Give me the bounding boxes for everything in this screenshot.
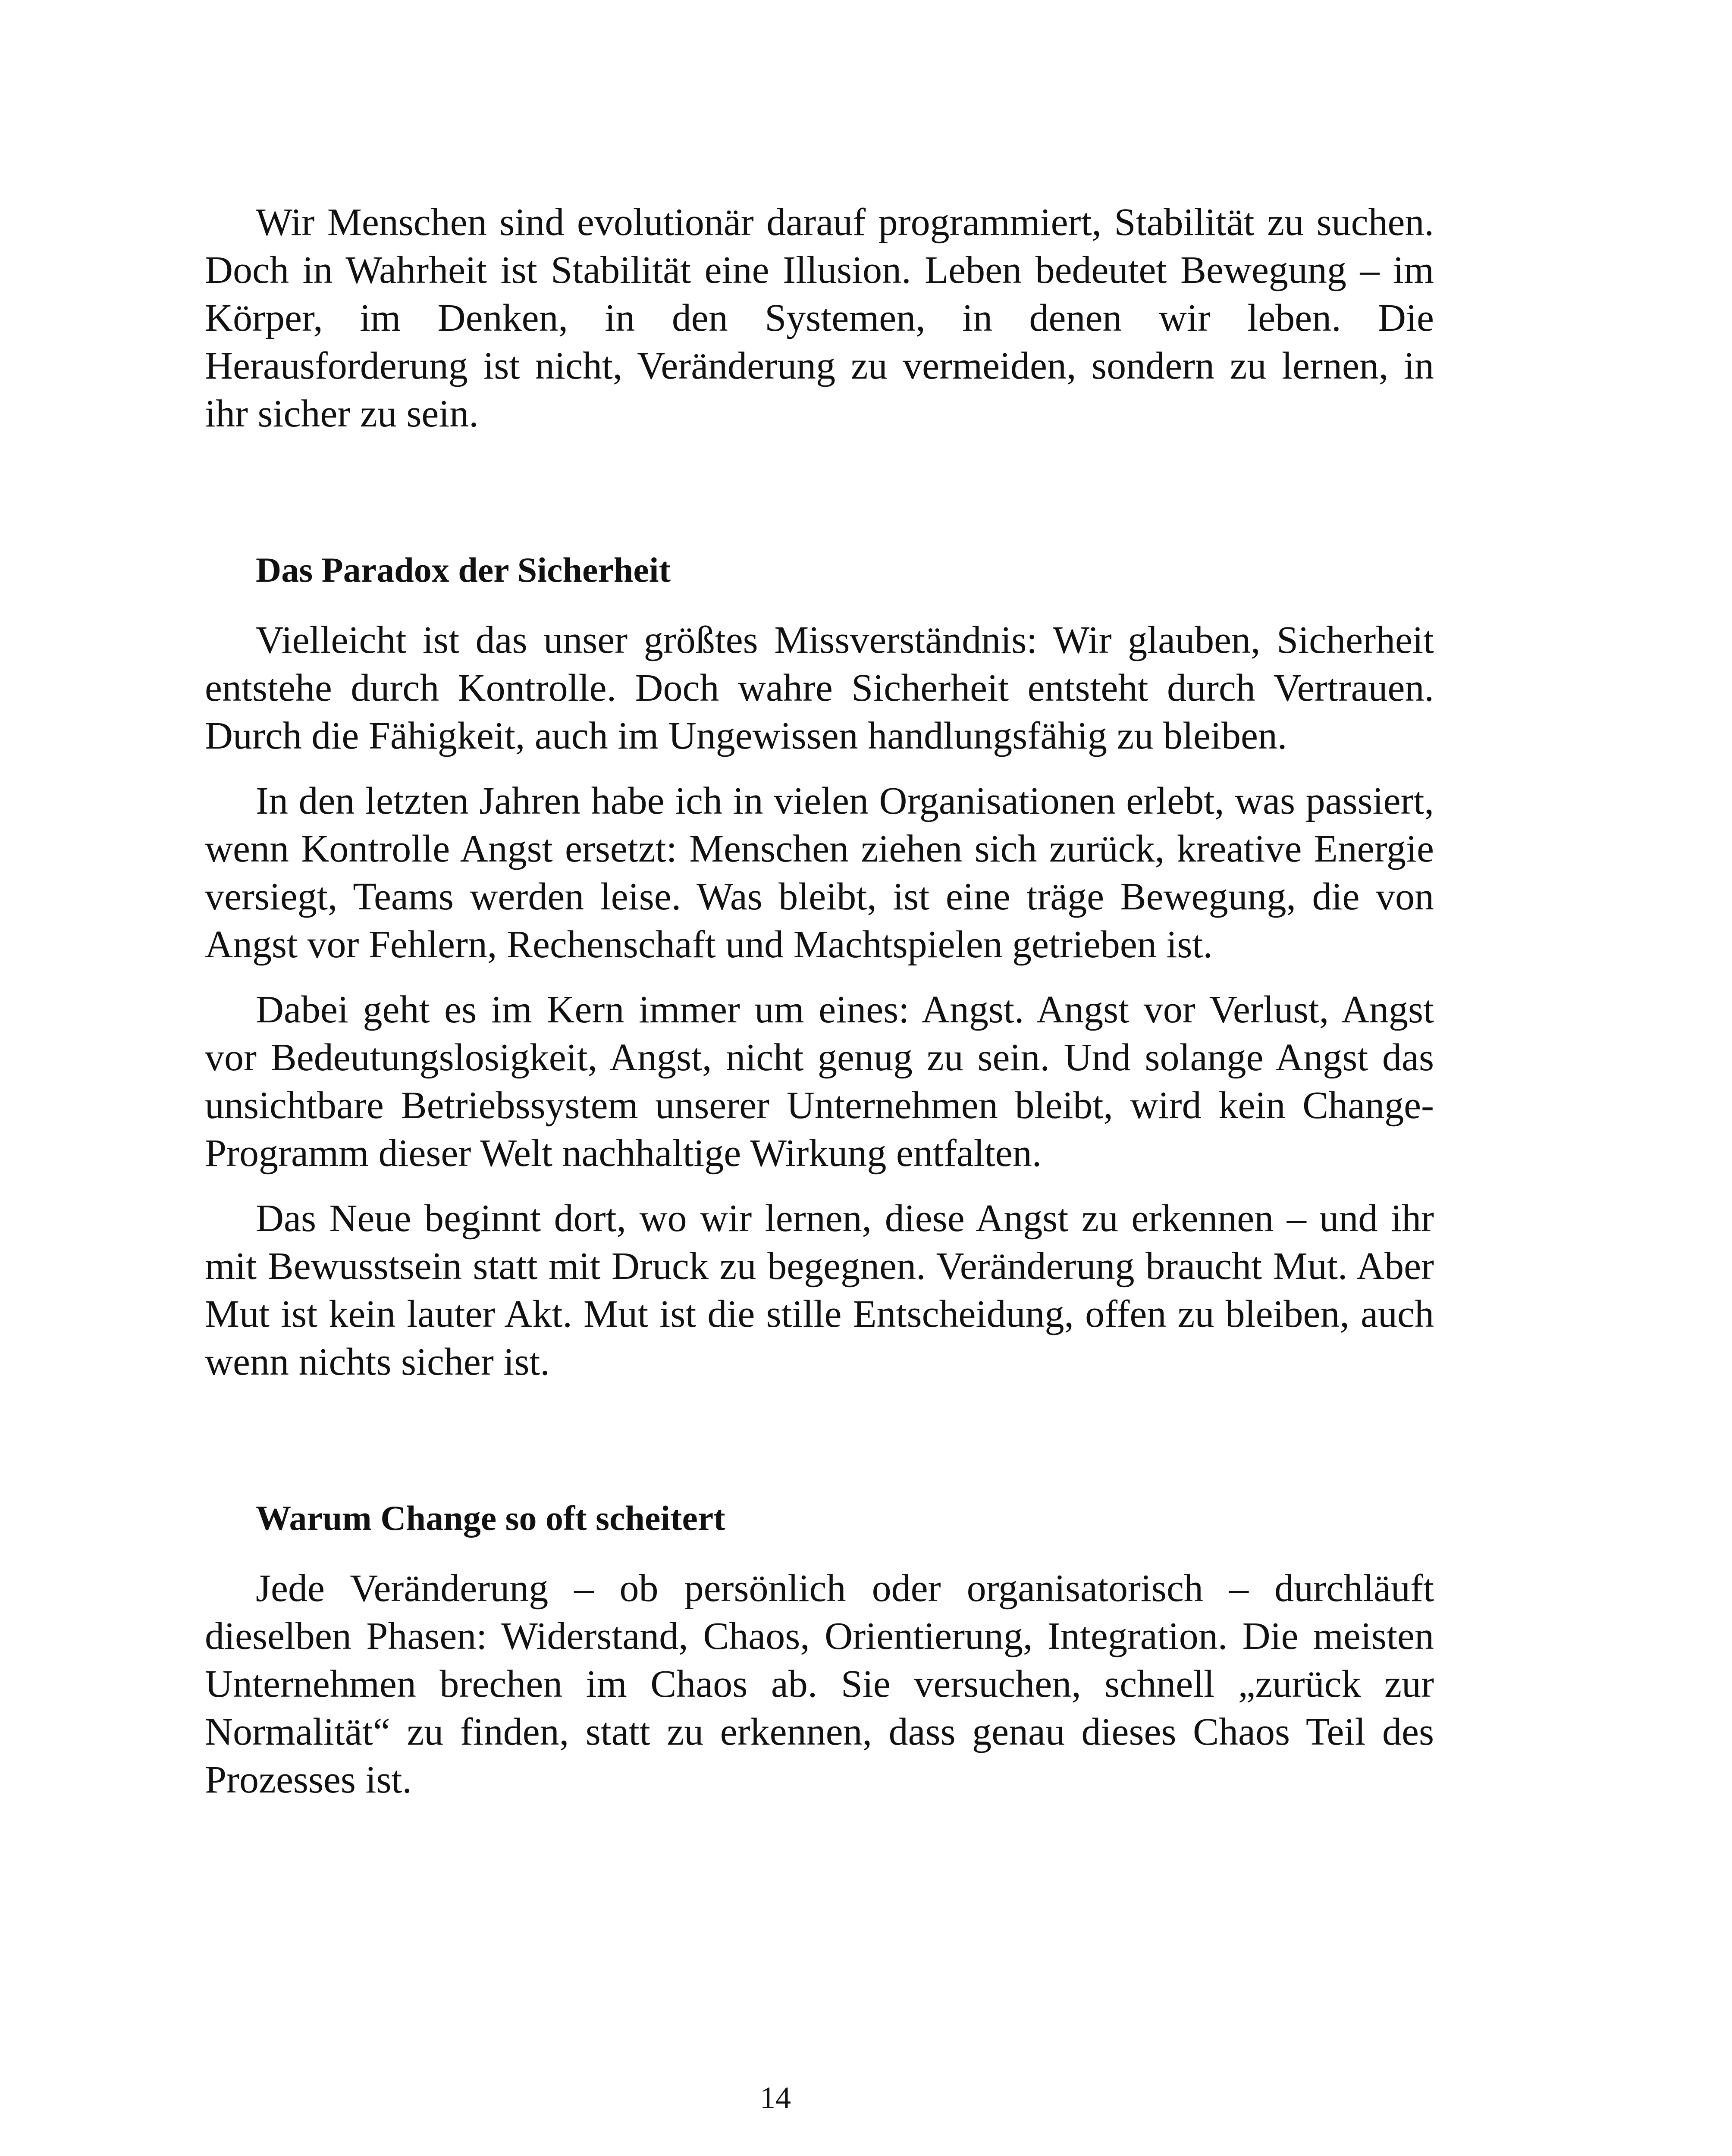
paragraph-paradox-4: Das Neue beginnt dort, wo wir lernen, diese Angst zu erkennen – und ihr mit Bewusstsein statt mit Druck zu begegnen. Veränderung braucht Mut. Aber Mut ist kein lauter Akt. Mut ist die stille Entscheidung, offen zu bleiben, auch wenn nichts sicher ist. (205, 1197, 1434, 1383)
paragraph-paradox-1: Vielleicht ist das unser größtes Missverständnis: Wir glauben, Sicherheit entstehe durch Kontrolle. Doch wahre Sicherheit entsteht durch Vertrauen. Durch die Fähigkeit, auch im Ungewissen handlungsfähig zu bleiben. (205, 619, 1434, 757)
intro-paragraph: Wir Menschen sind evolutionär darauf programmiert, Stabilität zu suchen. Doch in Wahrheit ist Stabilität eine Illusion. Leben bedeutet Bewegung – im Körper, im Denken, in den Systemen, in denen wir leben. Die Herausforderung ist nicht, Veränderung zu vermeiden, sondern zu lernen, in ihr sicher zu sein. (205, 201, 1434, 435)
paragraph-paradox-2: In den letzten Jahren habe ich in vielen Organisationen erlebt, was passiert, wenn Kontrolle Angst ersetzt: Menschen ziehen sich zurück, kreative Energie versiegt, Teams werden leise. Was bleibt, ist eine träge Bewegung, die von Angst vor Fehlern, Rechenschaft und Machtspielen getrieben ist. (205, 780, 1434, 966)
paragraph-change-1: Jede Veränderung – ob persönlich oder organisatorisch – durchläuft dieselben Phasen: Widerstand, Chaos, Orientierung, Integration. Die meisten Unternehmen brechen im Chaos ab. Sie versuchen, schnell „zurück zur Normalität“ zu finden, statt zu erkennen, dass genau dieses Chaos Teil des Prozesses ist. (205, 1567, 1434, 1801)
page-content (205, 198, 1434, 1804)
page-number: 14 (760, 2081, 791, 2115)
section-heading-change: Warum Change so oft scheitert (256, 1498, 725, 1538)
paragraph-paradox-3: Dabei geht es im Kern immer um eines: Angst. Angst vor Verlust, Angst vor Bedeutungslosigkeit, Angst, nicht genug zu sein. Und solange Angst das unsichtbare Betriebssystem unserer Unternehmen bleibt, wird kein Change-Programm dieser Welt nachhaltige Wirkung entfalten. (205, 988, 1434, 1175)
section-heading-paradox: Das Paradox der Sicherheit (256, 550, 671, 589)
